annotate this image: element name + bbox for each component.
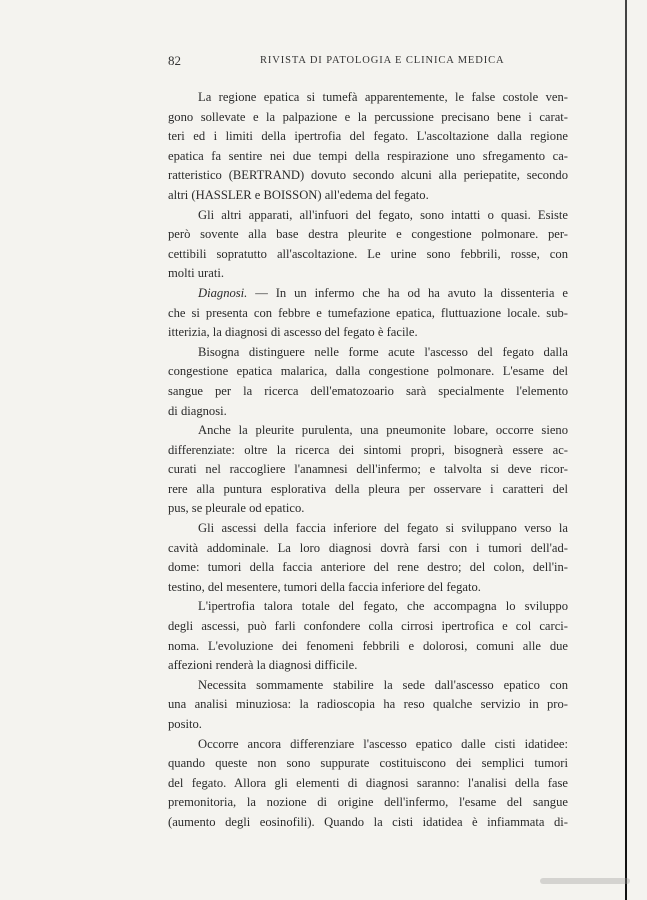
text-line: che si presenta con febbre e tumefazione epatica, fluttuazione locale. sub- bbox=[168, 305, 568, 320]
text-line: L'ipertrofia talora totale del fegato, che accompagna lo sviluppo bbox=[198, 599, 568, 614]
text-line: posito. bbox=[168, 717, 202, 731]
running-title: RIVISTA DI PATOLOGIA E CLINICA MEDICA bbox=[260, 55, 505, 66]
text-line: (aumento degli eosinofili). Quando la cisti idatidea è infiammata di- bbox=[168, 814, 568, 829]
text-line: Gli altri apparati, all'infuori del fegato, sono intatti o quasi. Esiste bbox=[198, 207, 568, 222]
text-line: epatica fa sentire nei due tempi della respirazione uno sfregamento ca- bbox=[168, 148, 568, 163]
page-number: 82 bbox=[168, 53, 181, 68]
text-line: Gli ascessi della faccia inferiore del fegato si sviluppano verso la bbox=[198, 521, 568, 536]
text-line: degli ascessi, può farli confondere colla cirrosi ipertrofica e col carci- bbox=[168, 619, 568, 634]
text-line: Anche la pleurite purulenta, una pneumonite lobare, occorre sieno bbox=[198, 423, 568, 438]
paragraph-inferior-abscess bbox=[168, 519, 568, 597]
text-line: teri ed i limiti della ipertrofia del fegato. L'ascoltazione dalla regione bbox=[168, 129, 568, 144]
text-line: pus, se pleurale od epatico. bbox=[168, 501, 305, 516]
text-line: differenziate: oltre la ricerca dei sintomi propri, bisognerà essere ac- bbox=[168, 442, 568, 457]
text-line: rere alla puntura esplorativa della pleura per osservare i caratteri del bbox=[168, 481, 568, 496]
text-line: La regione epatica si tumefà apparentemente, le false costole ven- bbox=[198, 90, 568, 104]
text-line: cettibili sopratutto all'ascoltazione. Le urine sono febbrili, rosse, con bbox=[168, 246, 568, 261]
text-line: Necessita sommamente stabilire la sede dall'ascesso epatico con bbox=[198, 677, 568, 692]
text-line-rest: — In un infermo che ha od ha avuto la dissenteria e bbox=[247, 285, 568, 300]
paragraph-pleurisy bbox=[168, 421, 568, 519]
text-line: sangue per la ricerca dell'ematozoario sarà specialmente l'elemento bbox=[168, 383, 568, 398]
text-line: cavità addominale. La loro diagnosi dovrà farsi con i tumori dell'ad- bbox=[168, 540, 568, 555]
paragraph-liver-swelling bbox=[168, 88, 568, 206]
text-line bbox=[168, 284, 568, 304]
text-line: di diagnosi. bbox=[168, 403, 227, 418]
text-line: congestione epatica malarica, dalla congestione polmonare. L'esame del bbox=[168, 364, 568, 379]
text-line: curati nel raccogliere l'anamnesi dell'infermo; e talvolta si deve ricor- bbox=[168, 462, 568, 477]
body-text bbox=[168, 88, 568, 833]
text-line: itterizia, la diagnosi di ascesso del fegato è facile. bbox=[168, 325, 418, 340]
text-line: altri (HASSLER e BOISSON) all'edema del fegato. bbox=[168, 187, 429, 202]
paragraph-localization bbox=[168, 676, 568, 735]
paragraph-hypertrophy bbox=[168, 597, 568, 675]
text-line: quando queste non sono suppurate costituiscono dei semplici tumori bbox=[168, 756, 568, 771]
text-line: affezioni renderà la diagnosi difficile. bbox=[168, 658, 358, 673]
page-edge-shadow bbox=[625, 0, 627, 900]
text-line: gono sollevate e la palpazione e la percussione precisano bene i carat- bbox=[168, 109, 568, 124]
text-line: Occorre ancora differenziare l'ascesso epatico dalle cisti idatidee: bbox=[198, 736, 568, 751]
text-line: testino, del mesentere, tumori della faccia inferiore del fegato. bbox=[168, 579, 481, 594]
paragraph-hydatid-cysts bbox=[168, 735, 568, 833]
paragraph-diagnosis bbox=[168, 284, 568, 343]
page-header bbox=[168, 53, 516, 71]
paragraph-distinguish bbox=[168, 343, 568, 421]
text-line: però sovente alla base destra pleurite e congestione polmonare. per- bbox=[168, 227, 568, 242]
text-line: premonitoria, la nozione di origine dell'infermo, l'esame del sangue bbox=[168, 795, 568, 810]
text-line: ratteristico (BERTRAND) dovuto secondo alcuni alla periepatite, secondo bbox=[168, 168, 568, 183]
text-line: Bisogna distinguere nelle forme acute l'ascesso del fegato dalla bbox=[198, 344, 568, 359]
text-line: dome: tumori della faccia anteriore del rene destro; del colon, dell'in- bbox=[168, 560, 568, 575]
text-line: molti urati. bbox=[168, 266, 224, 281]
paragraph-other-organs bbox=[168, 206, 568, 284]
text-line: del fegato. Allora gli elementi di diagnosi saranno: l'analisi della fase bbox=[168, 775, 568, 790]
text-line: noma. L'evoluzione dei fenomeni febbrili e dolorosi, comuni alle due bbox=[168, 638, 568, 653]
scan-smudge bbox=[540, 878, 630, 884]
text-line: una analisi minuziosa: la radioscopia ha reso qualche servizio in pro- bbox=[168, 697, 568, 712]
diagnosis-heading: Diagnosi. bbox=[198, 285, 248, 300]
